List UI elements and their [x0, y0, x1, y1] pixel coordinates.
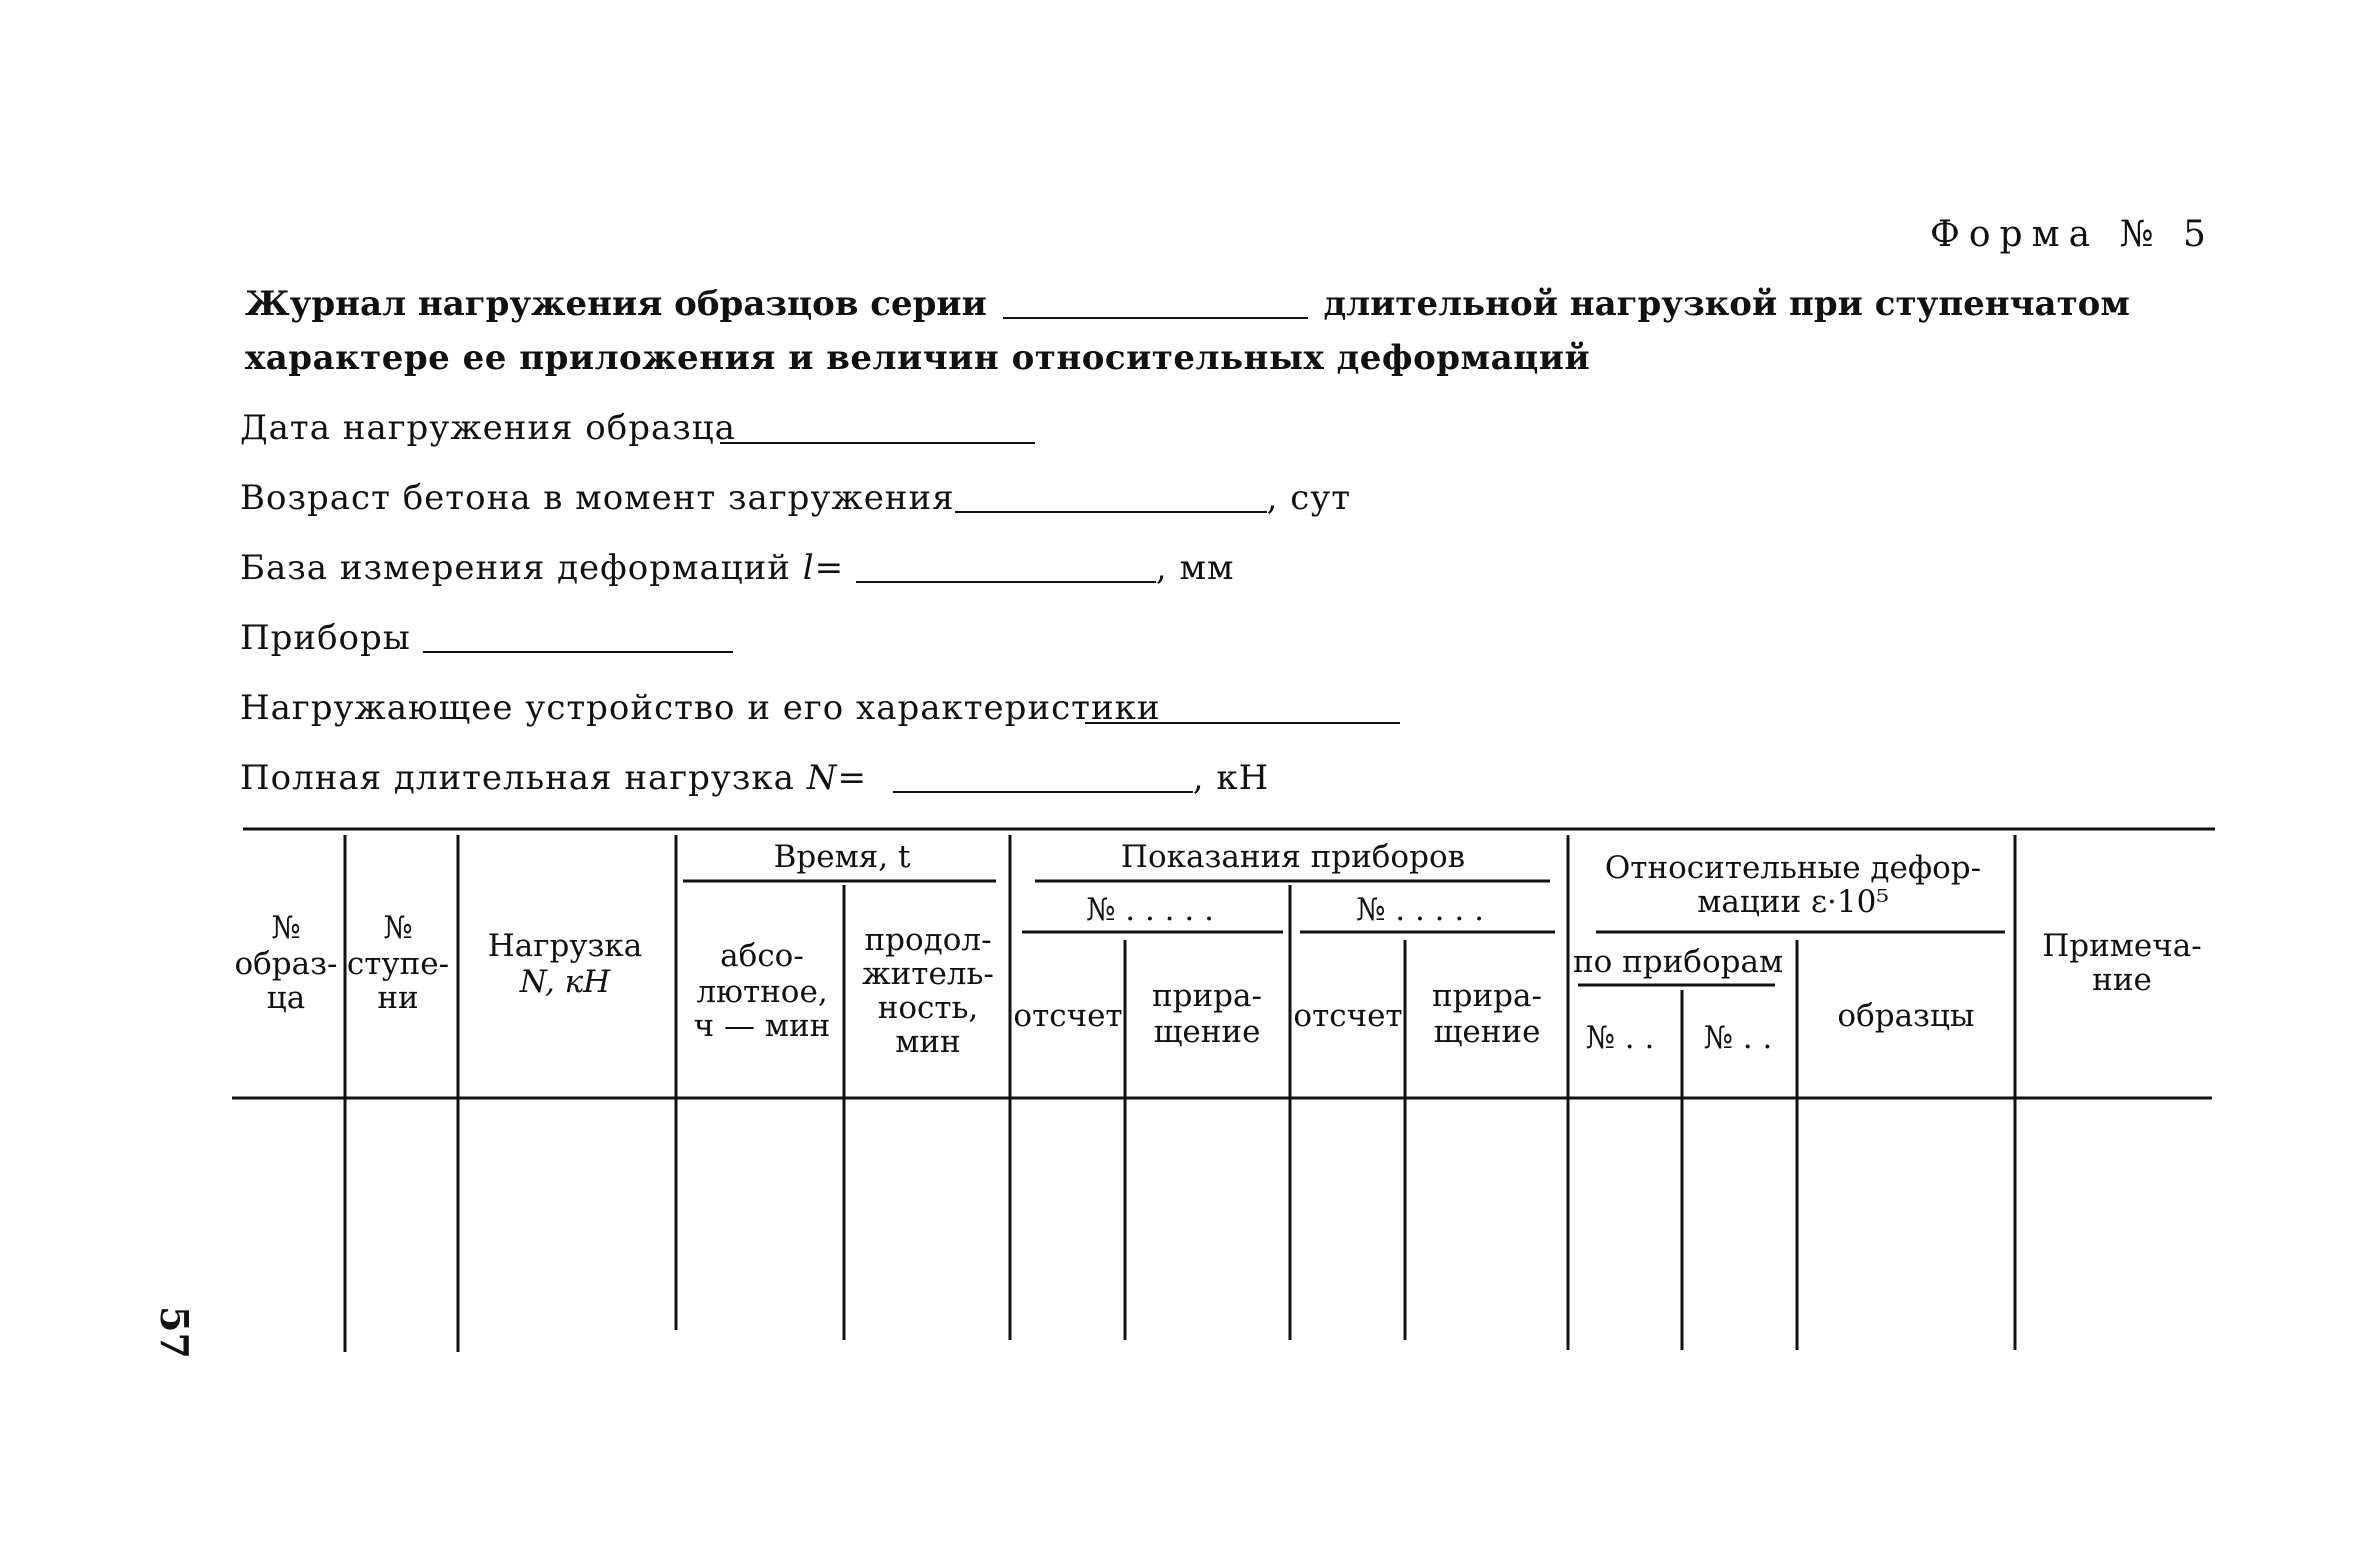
dev2-label: № . . [1703, 1020, 1773, 1056]
col-abs-l1: абсо- [720, 938, 804, 974]
title-part-2: длительной нагрузкой при ступенчатом [1323, 284, 2130, 324]
title-line-2: характере ее приложения и величин относительных деформаций [245, 338, 1591, 378]
col-sample-l3: ца [266, 980, 306, 1016]
col-abs-l2: лютное, [696, 974, 828, 1010]
increment2-l1: прира- [1432, 978, 1542, 1014]
time-group-label: Время, t [773, 839, 911, 875]
device-label: Нагружающее устройство и его характеристики [240, 688, 1161, 728]
col-step-l2: ступе- [346, 946, 450, 982]
col-dur-l1: продол- [864, 922, 992, 958]
col-abs-l3: ч — мин [693, 1008, 831, 1044]
instr1-label: № . . . . . [1086, 892, 1214, 928]
col-dur-l3: ность, [877, 990, 979, 1026]
col-sample-l2: образ- [234, 946, 338, 982]
col-dur-l2: житель- [862, 956, 994, 992]
table-grid [232, 829, 2215, 1352]
rel-group-l2: мации ε·10⁵ [1697, 884, 1889, 920]
age-label: Возраст бетона в момент загружения [240, 478, 955, 518]
increment2-l2: щение [1433, 1014, 1541, 1050]
load-unit: , кН [1192, 758, 1270, 798]
header-labels [234, 839, 2201, 1060]
col-step-l3: ни [377, 980, 419, 1016]
dev1-label: № . . [1585, 1020, 1655, 1056]
reading1-label: отсчет [1013, 998, 1123, 1034]
col-note-l1: Примеча- [2042, 928, 2202, 964]
load-symbol: N= [806, 758, 867, 798]
col-sample-l1: № [271, 910, 301, 946]
base-unit: , мм [1155, 548, 1235, 588]
age-unit: , сут [1266, 478, 1352, 518]
col-dur-l4: мин [895, 1024, 961, 1060]
increment1-l1: прира- [1152, 978, 1262, 1014]
increment1-l2: щение [1153, 1014, 1261, 1050]
form-number: Форма № 5 [1930, 214, 2215, 255]
date-label: Дата нагружения образца [240, 408, 736, 448]
base-label: База измерения деформаций [240, 548, 791, 588]
instr2-label: № . . . . . [1356, 892, 1484, 928]
col-load-l1: Нагрузка [487, 928, 643, 964]
col-step-l1: № [383, 910, 413, 946]
load-label: Полная длительная нагрузка [240, 758, 795, 798]
col-note-l2: ние [2092, 962, 2152, 998]
page-number: 57 [151, 1306, 197, 1359]
reading2-label: отсчет [1293, 998, 1403, 1034]
instruments-label: Приборы [240, 618, 411, 658]
col-sample-rel-label: образцы [1837, 998, 1975, 1034]
by-instruments-label: по приборам [1572, 944, 1784, 980]
title-part-1: Журнал нагружения образцов серии [245, 284, 987, 324]
base-symbol: l= [802, 548, 845, 588]
readings-group-label: Показания приборов [1120, 839, 1466, 875]
rel-group-l1: Относительные дефор- [1604, 850, 1982, 886]
col-load-l2: N, кН [519, 964, 611, 1000]
